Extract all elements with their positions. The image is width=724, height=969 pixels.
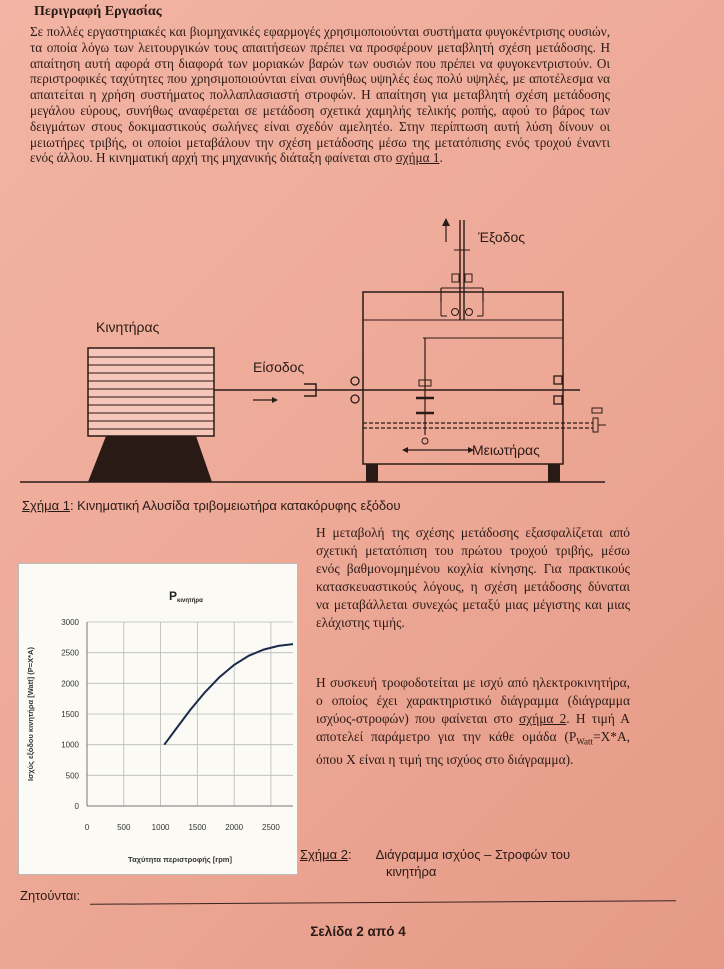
figure2-caption-ref: Σχήμα 2 [300,847,348,862]
para3-a: Η συσκευή τροφοδοτείται με ισχύ από ηλεκτροκινητήρα, ο οποίος έχει χαρακτηριστικό διάγραμμα (διάγραμμα ισχύος-στροφών) που φαίνεται στο [316,675,630,726]
power-chart-svg [19,564,297,874]
figure2-caption [300,846,640,880]
chart-title: Pκινητήρα [169,589,203,604]
paragraph-power [316,674,630,769]
input-label: Είσοδος [253,359,305,375]
figure2-caption-text: Διάγραμμα ισχύος – Στροφών του [375,847,571,862]
para3-sub: Watt [576,736,594,747]
y-tick-label: 0 [74,802,79,811]
y-tick-label: 3000 [61,618,79,627]
intro-paragraph [30,24,610,166]
y-tick-label: 2000 [61,679,79,689]
figure1-reference: σχήμα 1 [395,150,440,166]
figure1-caption [22,498,401,513]
x-axis-label: Ταχύτητα περιστροφής [rpm] [128,855,232,864]
y-tick-label: 2500 [61,648,79,658]
figure2-reference: σχήμα 2 [519,711,567,726]
output-label: Έξοδος [478,229,525,245]
page-footer [0,924,724,939]
intro-text: Σε πολλές εργαστηριακές και βιομηχανικές εφαρμογές χρησιμοποιούνται συστήματα φυγοκέντρισης ουσιών, τα οποία λόγω των λειτουργικών τους απαιτήσεων πρέπει να προσφέρουν μεταβλητή σχέση μετάδοσης. Η απαίτηση αυτή αφορά στη διαφορά των μοριακών βαρών των ουσιών που πρέπει να φυγοκεντριστούν. Οι περιστροφικές ταχύτητες που χρησιμοποιούνται είναι συνήθως υψηλές έως πολύ υψηλές, με αποτέλεσμα να απαιτείται η χρήση συστήματος πολλαπλασιαστή στροφών. Η απαίτηση για μεταβλητή σχέση μετάδοσης μεγάλου εύρους, συνήθως αναφέρεται σε μετάδοση σχετικά χαμηλής τελικής ροπής, αφού το βάρος των δειγμάτων στους δοκιμαστικούς σωλήνες είναι σχεδόν αμελητέο. Στην περίπτωση αυτή λύση δίνουν οι μειωτήρες τριβής, οι οποίοι μεταβάλουν την σχέση μετάδοσης μέσω της μετατόπισης ενός τροχού έναντι ενός άλλου. Η κινηματική αρχή της μηχανικής διάταξη φαίνεται στο [30,24,610,166]
para3-b: . Η τιμή Α αποτελεί παράμετρο για την κάθε ομάδα (P [316,711,630,744]
x-tick-label: 1000 [151,823,170,832]
motor [88,348,214,482]
y-tick-label: 500 [65,771,79,781]
motor-base [88,436,212,482]
x-tick-label: 500 [117,823,131,832]
y-tick-label: 1500 [61,710,79,719]
para3-c: =X*A, όπου X είναι η τιμή της ισχύος στο διάγραμμα). [316,729,630,767]
x-tick-label: 2500 [262,823,280,832]
page-number: Σελίδα 2 από 4 [310,924,406,939]
reducer-label: Μειωτήρας [472,442,540,458]
x-tick-label: 0 [84,823,90,832]
section-heading: Περιγραφή Εργασίας [34,4,162,19]
figure1-caption-ref: Σχήμα 1 [22,498,70,513]
demands-label: Ζητούνται: [20,888,80,903]
divider [90,900,676,905]
figure2-caption-colon: : [347,847,352,862]
motor-label: Κινητήρας [96,319,160,335]
series-line-0 [164,644,293,745]
y-tick-label: 1000 [61,740,79,750]
y-axis-label: Ισχύς εξόδου κινητήρα [Watt] (P=X*A) [26,647,35,781]
kinematic-chain-diagram [20,210,620,495]
output-assembly [441,218,483,320]
power-chart [18,563,298,875]
figure1-caption-text: : Κινηματική Αλυσίδα τριβομειωτήρα κατακόρυφης εξόδου [69,498,401,513]
paragraph-ratio: Η μεταβολή της σχέσης μετάδοσης εξασφαλίζεται από σχετική μετατόπιση του πρώτου τροχού τριβής, μέσω ενός βαθμονομημένου κοχλία κίνησης. Για πρακτικούς κατασκευαστικούς λόγους, η σχέση μετάδοσης δύναται να μεταβάλλεται συνεχώς μεταξύ μιας μέγιστης και μιας ελάχιστης τιμής. [316,525,630,630]
intro-end: . [439,150,443,166]
x-tick-label: 2000 [225,823,244,832]
figure2-caption-text2: κινητήρα [386,864,437,879]
x-tick-label: 1500 [188,823,207,832]
